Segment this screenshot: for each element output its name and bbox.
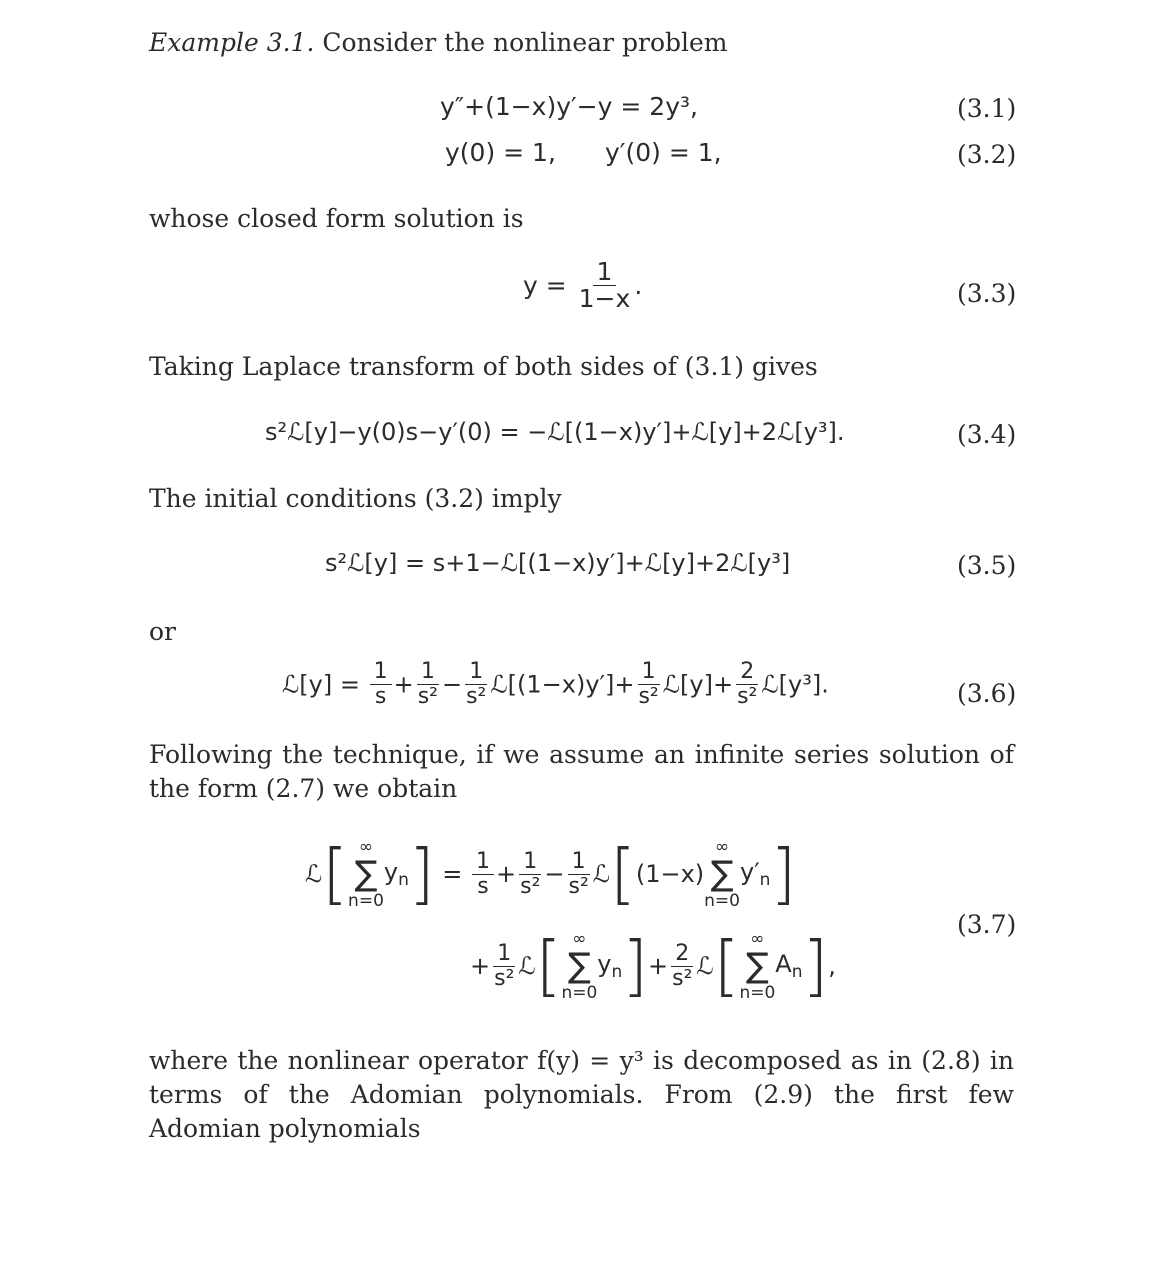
eq7-sum-2-bottom: n=0: [704, 891, 740, 911]
eq6-term-5: ℒ[y³].: [761, 670, 829, 699]
eq7-minus: −: [544, 860, 565, 888]
eq6-frac-3: [464, 660, 488, 709]
equation-number-3-7: (3.7): [957, 910, 1017, 939]
eq6-frac-2: [416, 660, 440, 709]
eq7-frac-2-num: 1: [519, 850, 541, 875]
eq7-sum-3-top: ∞: [572, 929, 587, 949]
eq7-plus-1: +: [496, 860, 517, 888]
equation-number-3-4: (3.4): [957, 420, 1017, 449]
equation-3-7-line-1: [305, 835, 797, 912]
equation-3-4: s²ℒ[y]−y(0)s−y′(0) = −ℒ[(1−x)y′]+ℒ[y]+2ℒ[y³].: [265, 418, 845, 446]
eq7-laplace-2: ℒ: [592, 860, 611, 888]
eq7-plus-3: +: [648, 952, 669, 980]
eq7-laplace-3: ℒ: [518, 952, 536, 980]
equation-number-3-6: (3.6): [957, 679, 1017, 708]
equation-3-2-b: y′(0) = 1,: [605, 138, 722, 167]
eq7-frac-1-den: s: [477, 873, 489, 899]
eq6-frac-4-den: s²: [638, 684, 659, 709]
eq7-yn-1: [383, 858, 409, 890]
laplace-text: Taking Laplace transform of both sides of (3.1) gives: [149, 352, 818, 381]
eq7-sum-1-top: ∞: [358, 837, 374, 857]
eq6-plus: +: [393, 670, 414, 699]
eq7-sum-1-sigma: ∑: [354, 854, 378, 894]
eq6-term-4: ℒ[y]+: [662, 670, 734, 699]
eq7-frac-2-den: s²: [520, 873, 541, 899]
eq7-sum-2-sigma: ∑: [710, 854, 734, 894]
eq7-sum-4: [739, 930, 775, 1002]
eq7-frac-4: [492, 942, 516, 991]
or-text: or: [149, 617, 177, 646]
eq7-one-minus-x: (1−x): [635, 860, 705, 888]
eq7-sum-2: [704, 838, 740, 910]
eq6-frac-2-den: s²: [417, 684, 438, 709]
eq7-frac-3: [567, 850, 591, 899]
equation-3-1: y″+(1−x)y′−y = 2y³,: [440, 92, 698, 121]
eq6-frac-5-den: s²: [737, 684, 758, 709]
eq7-equals: =: [442, 860, 463, 888]
eq7-n-4: n: [791, 962, 803, 982]
equation-3-3: [523, 259, 642, 312]
eq7-plus-2: +: [470, 952, 491, 980]
eq3-num: 1: [593, 259, 617, 286]
equation-3-2-a: y(0) = 1,: [445, 138, 556, 167]
eq7-y-1: y: [383, 858, 399, 886]
eq6-minus: −: [441, 670, 463, 699]
equation-number-3-1: (3.1): [957, 94, 1017, 123]
eq7-bracket-open-2: [: [610, 835, 636, 912]
eq3-fraction: [577, 259, 633, 312]
eq7-sum-3-sigma: ∑: [567, 946, 591, 986]
eq6-frac-5: [735, 660, 759, 709]
eq7-frac-3-num: 1: [568, 850, 590, 875]
eq7-laplace-1: ℒ: [305, 860, 323, 888]
technique-paragraph: Following the technique, if we assume an infinite series solution of the form (2.7) we obtain: [149, 740, 1014, 803]
eq7-n-1: n: [398, 870, 409, 890]
eq7-sum-3: [561, 930, 597, 1002]
eq3-den: 1−x: [578, 284, 631, 313]
eq6-frac-5-num: 2: [736, 660, 758, 685]
eq6-lhs: ℒ[y] =: [282, 670, 360, 699]
eq7-bracket-close-3: ]: [622, 927, 649, 1004]
eq7-bracket-close-1: ]: [408, 835, 435, 912]
eq6-frac-4: [636, 660, 660, 709]
nonlinear-paragraph: where the nonlinear operator f(y) = y³ is decomposed as in (2.8) in terms of the Adomian polynomials. From (2.9) the first few Adomian polynomials: [149, 1046, 1014, 1143]
closed-form-text: whose closed form solution is: [149, 204, 524, 233]
eq6-frac-1-den: s: [374, 684, 387, 709]
eq7-n-2: n: [759, 870, 771, 890]
eq7-y-prime: y′: [740, 858, 760, 886]
example-label: Example 3.1.: [149, 28, 315, 57]
eq7-bracket-open-3: [: [535, 927, 562, 1004]
eq7-sum-2-top: ∞: [714, 837, 730, 857]
eq7-sum-3-bottom: n=0: [561, 983, 598, 1003]
eq6-frac-3-num: 1: [465, 660, 487, 685]
equation-3-7-line-2: [470, 927, 836, 1004]
eq3-tail: .: [634, 271, 643, 300]
eq7-sum-1-bottom: n=0: [348, 891, 384, 911]
eq6-frac-1: [370, 660, 392, 709]
initial-conditions-text: The initial conditions (3.2) imply: [149, 484, 562, 513]
eq6-frac-2-num: 1: [417, 660, 439, 685]
eq7-bracket-open-4: [: [713, 927, 740, 1004]
equation-3-5: s²ℒ[y] = s+1−ℒ[(1−x)y′]+ℒ[y]+2ℒ[y³]: [325, 549, 791, 577]
eq7-bracket-open-1: [: [322, 835, 349, 912]
eq7-bracket-close-2: ]: [770, 835, 797, 912]
eq7-frac-5: [670, 942, 694, 991]
eq7-yn-3: [597, 950, 623, 982]
eq7-comma: ,: [828, 952, 836, 980]
eq7-sum-4-bottom: n=0: [739, 983, 776, 1003]
eq7-A: A: [775, 950, 792, 978]
eq7-frac-1: [472, 850, 494, 899]
eq6-frac-3-den: s²: [466, 684, 487, 709]
eq7-y-3: y: [597, 950, 612, 978]
equation-number-3-3: (3.3): [957, 279, 1017, 308]
eq7-laplace-4: ℒ: [696, 952, 714, 980]
eq7-sum-1: [348, 838, 384, 910]
eq7-sum-4-sigma: ∑: [745, 946, 769, 986]
eq7-frac-2: [518, 850, 542, 899]
eq7-frac-5-num: 2: [671, 942, 693, 967]
eq7-n-3: n: [611, 962, 623, 982]
eq3-lhs: y =: [523, 271, 567, 300]
example-text: Consider the nonlinear problem: [322, 28, 728, 57]
eq7-frac-4-den: s²: [494, 965, 515, 991]
eq7-frac-5-den: s²: [672, 965, 693, 991]
eq7-frac-4-num: 1: [493, 942, 515, 967]
eq6-frac-4-num: 1: [638, 660, 660, 685]
eq6-frac-1-num: 1: [370, 660, 392, 685]
eq7-frac-3-den: s²: [568, 873, 589, 899]
eq7-ynp: [740, 858, 771, 890]
eq7-sum-4-top: ∞: [750, 929, 765, 949]
eq7-frac-1-num: 1: [472, 850, 494, 875]
equation-number-3-5: (3.5): [957, 551, 1017, 580]
example-heading: [149, 26, 728, 60]
equation-number-3-2: (3.2): [957, 140, 1017, 169]
equation-3-6: [282, 660, 829, 709]
eq7-An: [775, 950, 803, 982]
eq7-bracket-close-4: ]: [802, 927, 829, 1004]
eq6-term-3: ℒ[(1−x)y′]+: [490, 670, 635, 699]
